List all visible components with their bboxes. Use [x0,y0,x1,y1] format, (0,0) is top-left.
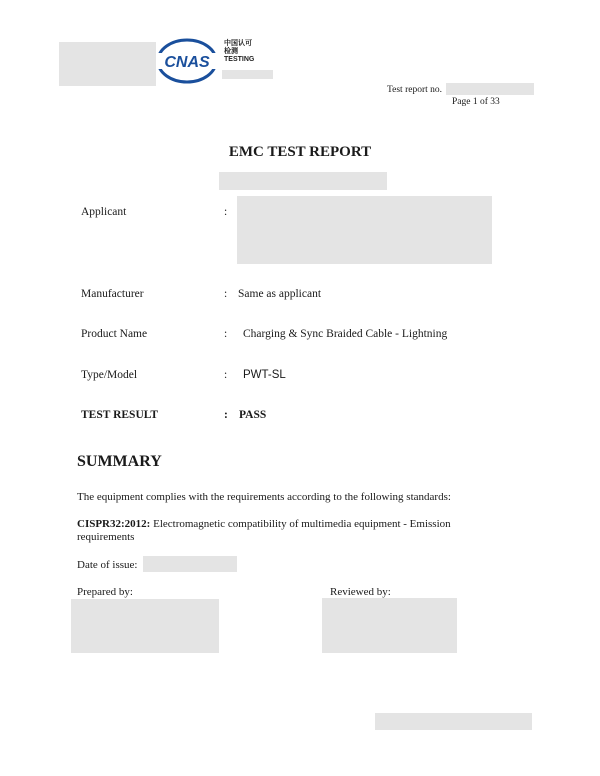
summary-intro: The equipment complies with the requirements according to the following standards: [77,491,451,503]
date-of-issue-label: Date of issue: [77,559,138,571]
product-name-label: Product Name [81,328,148,340]
type-model-value: PWT-SL [243,369,286,381]
applicant-label: Applicant [81,206,127,218]
redacted-subtitle [219,172,387,190]
report-number-label: Test report no. [387,85,443,95]
test-result-colon: : [224,409,228,421]
cnas-logo-text: CNAS [164,54,210,71]
cnas-chinese-line1: 中国认可 [224,40,252,47]
standard-description: Electromagnetic compatibility of multimedia equipment - Emission requirements [77,518,451,543]
redacted-reviewer-signature [322,598,457,653]
manufacturer-value: Same as applicant [238,288,322,300]
cnas-testing-label: TESTING [224,56,255,63]
cnas-logo [156,38,218,84]
redacted-footer [375,713,532,730]
redacted-logo-caption [222,70,273,79]
redacted-report-number [446,83,534,95]
report-title: EMC TEST REPORT [228,144,372,160]
redacted-header-block [59,42,156,86]
standard-entry [77,518,497,544]
manufacturer-colon: : [224,288,228,300]
standard-code: CISPR32:2012: [77,518,151,530]
redacted-preparer-signature [71,599,219,653]
test-result-value: PASS [239,409,267,421]
product-name-colon: : [224,328,228,340]
redacted-applicant [237,196,492,264]
manufacturer-label: Manufacturer [81,288,144,300]
redacted-issue-date [143,556,237,572]
summary-heading: SUMMARY [77,453,162,470]
page-number: Page 1 of 33 [452,97,500,107]
test-result-label: TEST RESULT [81,409,159,421]
applicant-colon: : [224,206,228,218]
type-model-colon: : [224,369,228,381]
prepared-by-label: Prepared by: [77,586,133,598]
cnas-logo-caption [224,40,254,64]
type-model-label: Type/Model [81,369,138,381]
product-name-value: Charging & Sync Braided Cable - Lightning [243,328,448,340]
reviewed-by-label: Reviewed by: [330,586,391,598]
cnas-chinese-line2: 检测 [224,48,238,55]
